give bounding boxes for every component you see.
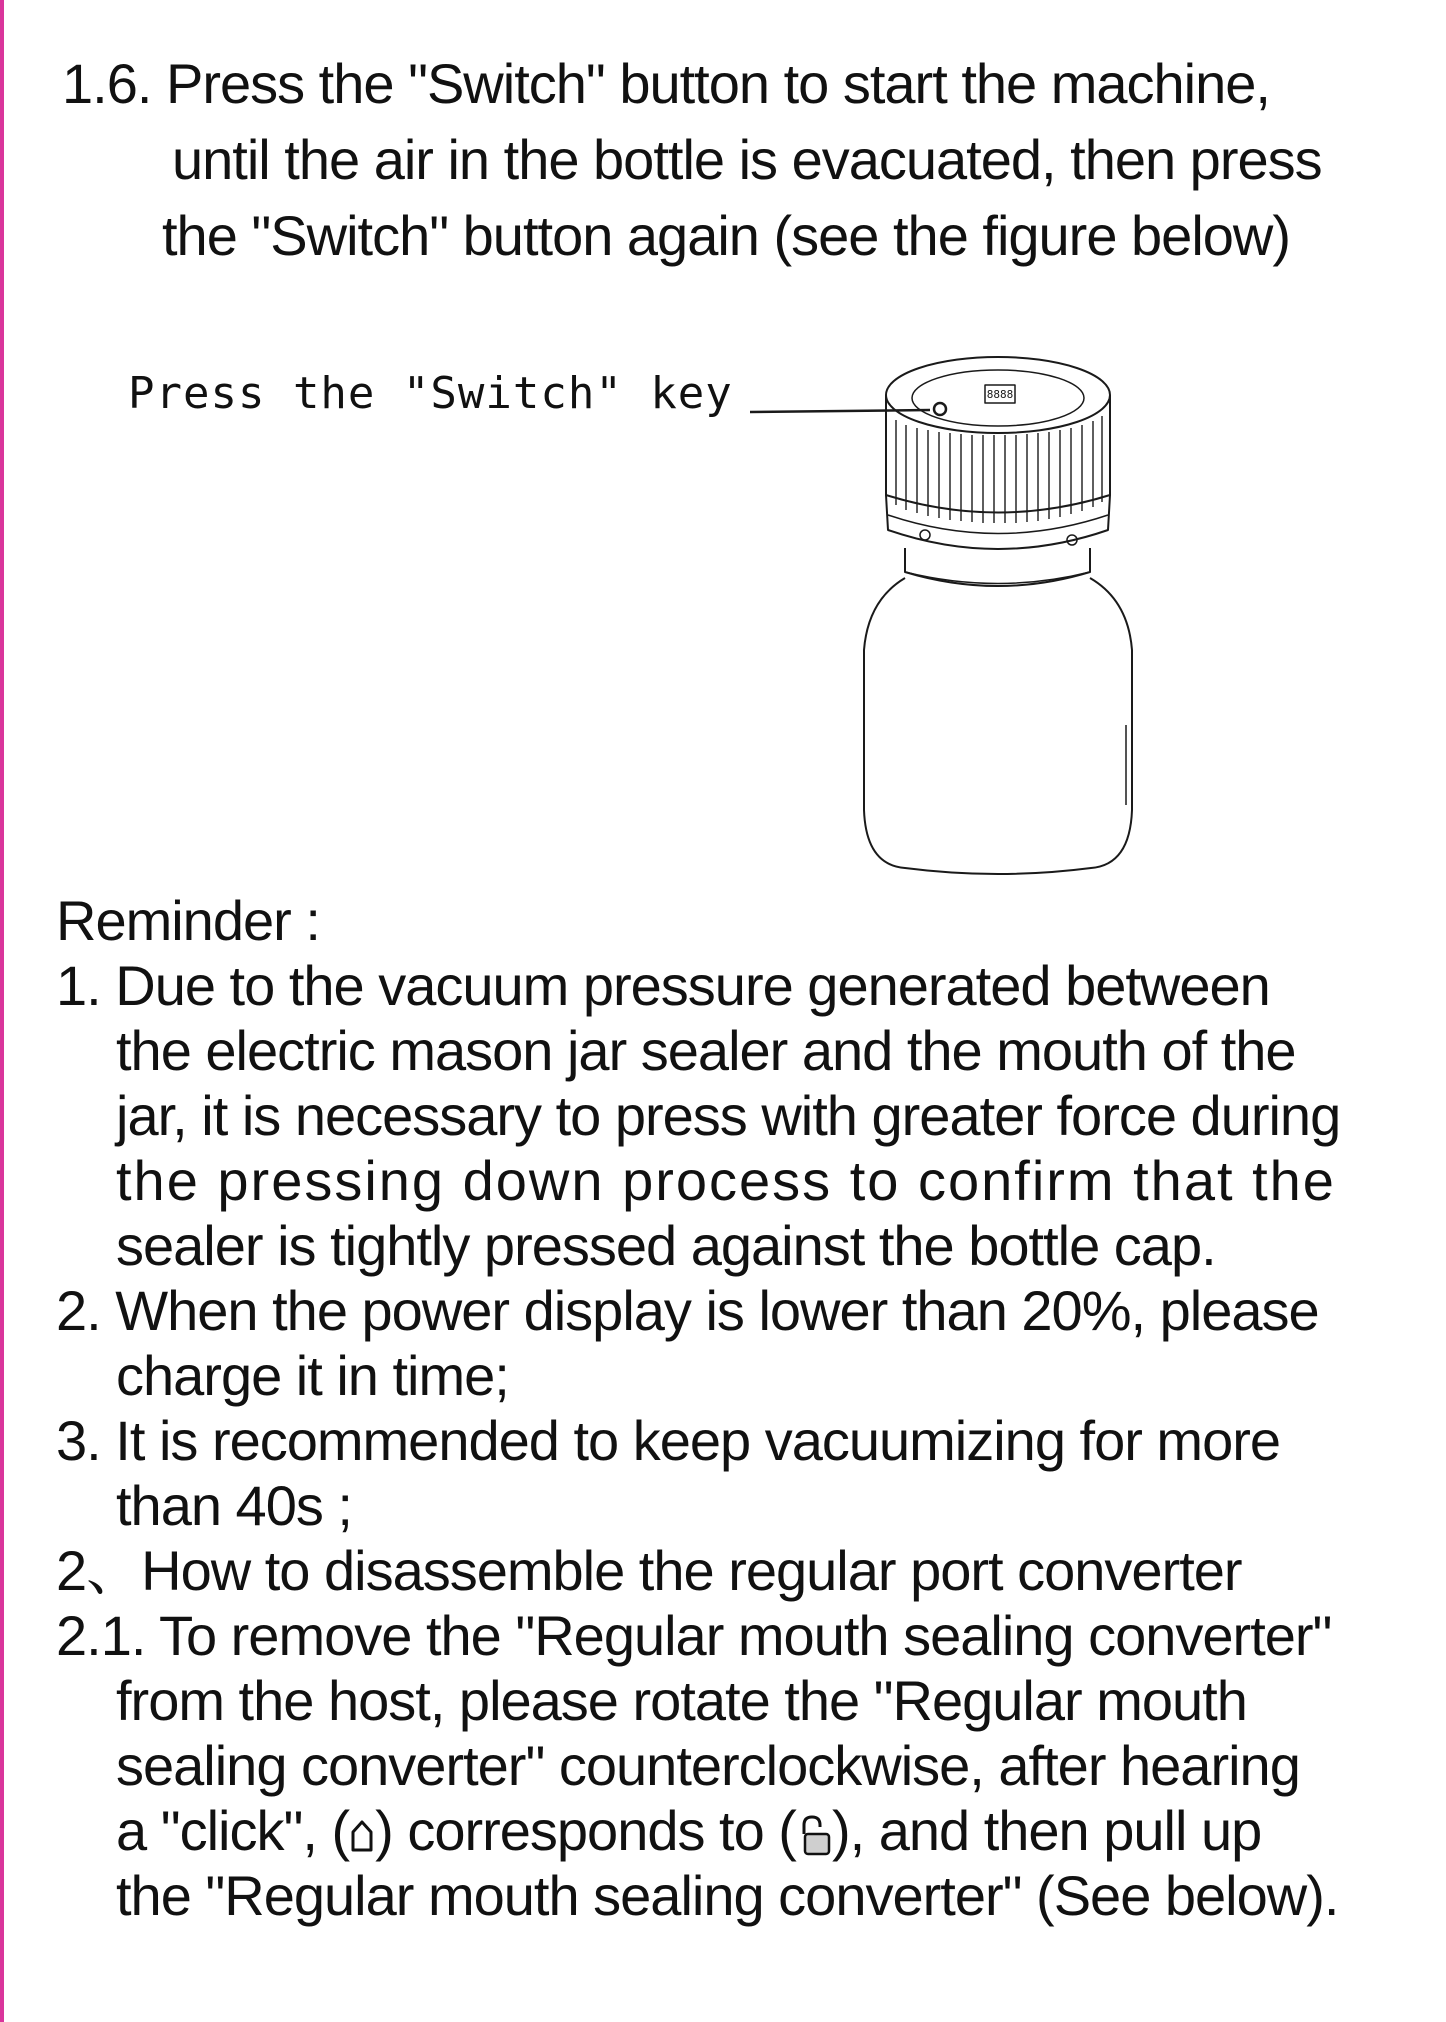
heading-line-1: 1.6. Press the "Switch" button to start the machine, <box>62 52 1270 115</box>
house-outline-icon <box>349 1816 375 1856</box>
step-2-1-line-4 <box>56 1798 1426 1863</box>
reminder-item-2-line-1: 2. When the power display is lower than 20%, please <box>56 1279 1319 1342</box>
open-padlock-icon <box>796 1814 832 1858</box>
step-2-1-line-4-b: ) corresponds to ( <box>375 1799 796 1862</box>
callout-leader-line <box>750 410 930 412</box>
reminder-item-3-line-2: than 40s ; <box>116 1474 352 1537</box>
switch-key-callout-label: Press the "Switch" key <box>128 368 733 419</box>
reminder-item-1-line-2: the electric mason jar sealer and the mouth of the <box>116 1019 1296 1082</box>
bottle-body <box>864 578 1132 874</box>
heading-line-3: the "Switch" button again (see the figure below) <box>162 204 1290 267</box>
section-2-title <box>56 1538 1426 1603</box>
step-2-1-line-2: from the host, please rotate the "Regular mouth <box>116 1669 1247 1732</box>
cap-display: 8888 <box>986 388 1014 401</box>
reminder-item-2 <box>56 1278 1426 1408</box>
bottle-figure <box>0 0 1446 880</box>
reminder-item-1-line-4: the pressing down process to confirm that the <box>116 1149 1336 1212</box>
bottle-neck <box>905 548 1090 586</box>
heading-line-2: until the air in the bottle is evacuated, then press <box>172 128 1322 191</box>
reminder-item-2-line-2: charge it in time; <box>116 1344 509 1407</box>
switch-key-icon <box>934 403 946 415</box>
step-2-1-line-4-a: a "click", ( <box>116 1799 350 1862</box>
reminder-item-3 <box>56 1408 1426 1538</box>
step-2-1-line-5: the "Regular mouth sealing converter" (See below). <box>116 1864 1339 1927</box>
reminder-item-1-line-1: 1. Due to the vacuum pressure generated between <box>56 954 1270 1017</box>
reminder-item-1-line-3: jar, it is necessary to press with greater force during <box>116 1084 1341 1147</box>
reminder-item-3-line-1: 3. It is recommended to keep vacuumizing for more <box>56 1409 1281 1472</box>
step-2-1 <box>56 1603 1426 1928</box>
section-2-title-text: 2、How to disassemble the regular port converter <box>56 1539 1242 1602</box>
step-2-1-line-3: sealing converter" counterclockwise, after hearing <box>116 1734 1300 1797</box>
step-2-1-line-4-c: ), and then pull up <box>831 1799 1262 1862</box>
cap-side <box>886 395 1110 513</box>
step-2-1-line-1: 2.1. To remove the "Regular mouth sealing converter" <box>56 1604 1332 1667</box>
reminder-item-1 <box>56 953 1426 1278</box>
reminder-item-1-line-5: sealer is tightly pressed against the bottle cap. <box>116 1214 1216 1277</box>
reminder-title: Reminder : <box>56 889 320 952</box>
reminder-section <box>56 888 1426 1928</box>
